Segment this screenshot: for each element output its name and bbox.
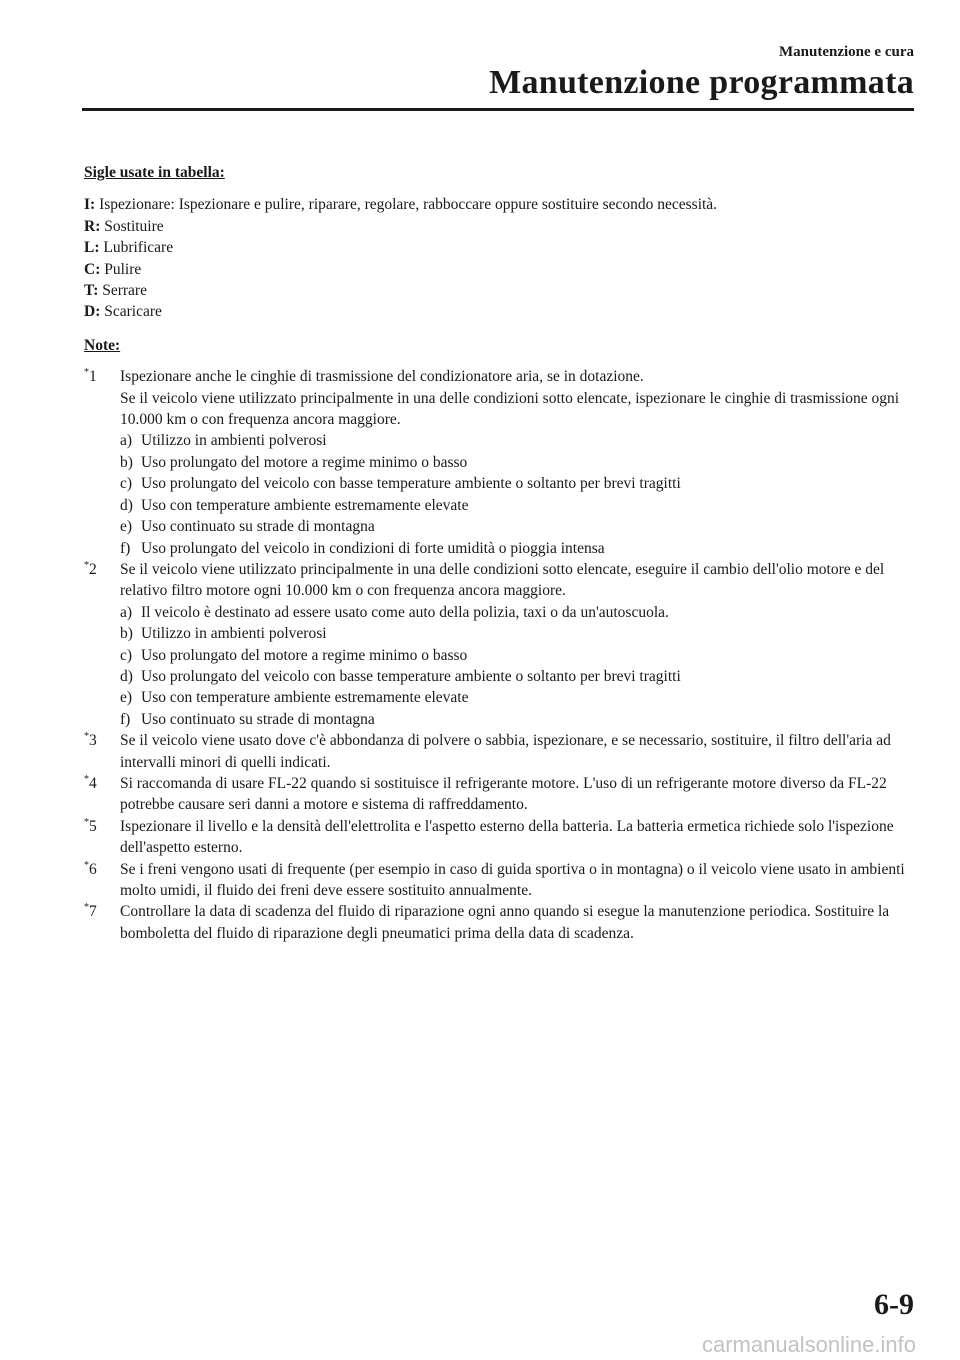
note-subitem <box>120 709 914 730</box>
header-divider <box>82 108 914 111</box>
subitem-letter: d) <box>120 667 133 685</box>
note-text: Ispezionare anche le cinghie di trasmissione del condizionatore aria, se in dotazione. <box>120 368 644 386</box>
note-text: Se il veicolo viene usato dove c'è abbondanza di polvere o sabbia, ispezionare, e se necessario, sostituire, il filtro dell'aria ad intervalli minori di quelli indicati. <box>120 732 891 771</box>
abbreviation-code: R: <box>84 217 101 235</box>
note-body <box>120 559 914 730</box>
note-number <box>84 730 120 773</box>
note-subitem <box>120 452 914 473</box>
abbreviation-code: D: <box>84 303 101 321</box>
page-header <box>489 44 914 103</box>
note-body <box>120 816 914 859</box>
main-content <box>84 162 914 944</box>
note-number <box>84 859 120 902</box>
page-number: 6-9 <box>874 1288 914 1321</box>
note-subitem <box>120 623 914 644</box>
note-subitem <box>120 602 914 623</box>
note-item <box>84 816 914 859</box>
abbreviation-row <box>84 280 914 301</box>
abbreviation-row <box>84 237 914 258</box>
note-number <box>84 559 120 730</box>
note-item <box>84 773 914 816</box>
note-number-text: 6 <box>89 860 97 878</box>
note-subitem <box>120 473 914 494</box>
subitem-letter: b) <box>120 453 133 471</box>
note-subitem <box>120 516 914 537</box>
subitem-letter: c) <box>120 646 133 664</box>
note-item <box>84 559 914 730</box>
note-number-text: 7 <box>89 903 97 921</box>
subitem-letter: a) <box>120 603 133 621</box>
subitem-text: Uso prolungato del motore a regime minimo o basso <box>141 453 468 471</box>
note-body <box>120 859 914 902</box>
note-subitem <box>120 645 914 666</box>
subitem-letter: e) <box>120 518 133 536</box>
subitem-text: Uso con temperature ambiente estremamente elevate <box>141 496 469 514</box>
subitem-text: Utilizzo in ambienti polverosi <box>141 625 327 643</box>
note-body <box>120 901 914 944</box>
note-body <box>120 773 914 816</box>
note-number-text: 1 <box>89 368 97 386</box>
subitem-text: Uso prolungato del veicolo con basse temperature ambiente o soltanto per brevi tragitti <box>141 475 681 493</box>
note-subitem <box>120 495 914 516</box>
abbreviation-row <box>84 301 914 322</box>
abbreviations-heading: Sigle usate in tabella: <box>84 164 225 181</box>
note-subitem <box>120 687 914 708</box>
note-number <box>84 366 120 559</box>
note-body <box>120 366 914 559</box>
subitem-letter: c) <box>120 475 133 493</box>
note-text: Ispezionare il livello e la densità dell'elettrolita e l'aspetto esterno della batteria. La batteria ermetica richiede solo l'ispezione dell'aspetto esterno. <box>120 817 894 857</box>
abbreviation-row <box>84 259 914 280</box>
notes-heading: Note: <box>84 336 121 354</box>
note-body <box>120 730 914 773</box>
subitem-text: Uso prolungato del veicolo in condizioni di forte umidità o pioggia intensa <box>141 539 605 557</box>
note-subitem <box>120 666 914 687</box>
note-text: Controllare la data di scadenza del fluido di riparazione ogni anno quando si esegue la manutenzione periodica. Sostituire la bomboletta del fluido di riparazione degli pneumatici prima della data di scadenza. <box>120 903 890 942</box>
note-text: Si raccomanda di usare FL-22 quando si sostituisce il refrigerante motore. L'uso di un refrigerante motore diverso da FL-22 potrebbe causare seri danni a motore e sistema di raffreddamento. <box>120 774 887 814</box>
subitem-letter: f) <box>120 539 131 557</box>
subitem-letter: b) <box>120 625 133 643</box>
note-number-text: 3 <box>89 732 97 750</box>
abbreviation-row <box>84 194 914 215</box>
note-subitem <box>120 538 914 559</box>
abbreviation-code: T: <box>84 282 99 300</box>
note-subitem <box>120 430 914 451</box>
note-number-text: 2 <box>89 560 97 578</box>
watermark: carmanualsonline.info <box>701 1332 916 1357</box>
note-star: * <box>84 773 89 785</box>
abbreviation-text: Serrare <box>102 282 147 300</box>
note-text: Se il veicolo viene utilizzato principalmente in una delle condizioni sotto elencate, eseguire il cambio dell'olio motore e del relativo filtro motore ogni 10.000 km o con frequenza ancora maggiore. <box>120 560 885 600</box>
note-star: * <box>84 367 89 379</box>
subitem-letter: d) <box>120 496 133 514</box>
note-number-text: 4 <box>89 774 97 792</box>
subitem-letter: a) <box>120 432 133 450</box>
abbreviation-code: I: <box>84 196 96 214</box>
note-text: Se il veicolo viene utilizzato principalmente in una delle condizioni sotto elencate, ispezionare le cinghie di trasmissione ogni 10.000 km o con frequenza ancora maggiore. <box>120 389 900 429</box>
note-number-text: 5 <box>89 817 97 835</box>
abbreviation-text: Pulire <box>104 260 142 278</box>
subitem-text: Uso con temperature ambiente estremamente elevate <box>141 689 469 707</box>
note-star: * <box>84 859 89 871</box>
note-star: * <box>84 559 89 571</box>
subitem-text: Uso continuato su strade di montagna <box>141 710 375 728</box>
note-item <box>84 859 914 902</box>
subitem-text: Utilizzo in ambienti polverosi <box>141 432 327 450</box>
subitem-text: Il veicolo è destinato ad essere usato come auto della polizia, taxi o da un'autoscuola. <box>141 603 669 621</box>
note-star: * <box>84 816 89 828</box>
subitem-letter: f) <box>120 710 131 728</box>
note-item <box>84 366 914 559</box>
abbreviation-text: Scaricare <box>104 303 162 321</box>
note-text: Se i freni vengono usati di frequente (per esempio in caso di guida sportiva o in montagna) o il veicolo viene usato in ambienti molto umidi, il fluido dei freni deve essere sostituito annualmente. <box>120 860 905 899</box>
subitem-text: Uso prolungato del motore a regime minimo o basso <box>141 646 468 664</box>
abbreviation-row <box>84 216 914 237</box>
abbreviation-code: L: <box>84 239 100 257</box>
page-title: Manutenzione programmata <box>489 64 914 101</box>
note-item <box>84 730 914 773</box>
section-title: Manutenzione e cura <box>779 44 914 60</box>
subitem-letter: e) <box>120 689 133 707</box>
subitem-text: Uso prolungato del veicolo con basse temperature ambiente o soltanto per brevi tragitti <box>141 667 681 685</box>
note-item <box>84 901 914 944</box>
notes-list <box>84 366 914 944</box>
note-star: * <box>84 731 89 743</box>
abbreviation-code: C: <box>84 260 101 278</box>
note-number <box>84 901 120 944</box>
note-number <box>84 773 120 816</box>
abbreviation-text: Ispezionare: Ispezionare e pulire, riparare, regolare, rabboccare oppure sostituire secondo necessità. <box>99 196 718 214</box>
subitem-text: Uso continuato su strade di montagna <box>141 518 375 536</box>
note-number <box>84 816 120 859</box>
note-star: * <box>84 902 89 914</box>
abbreviation-text: Sostituire <box>104 217 164 235</box>
abbreviations-list <box>84 194 914 322</box>
abbreviation-text: Lubrificare <box>103 239 174 257</box>
